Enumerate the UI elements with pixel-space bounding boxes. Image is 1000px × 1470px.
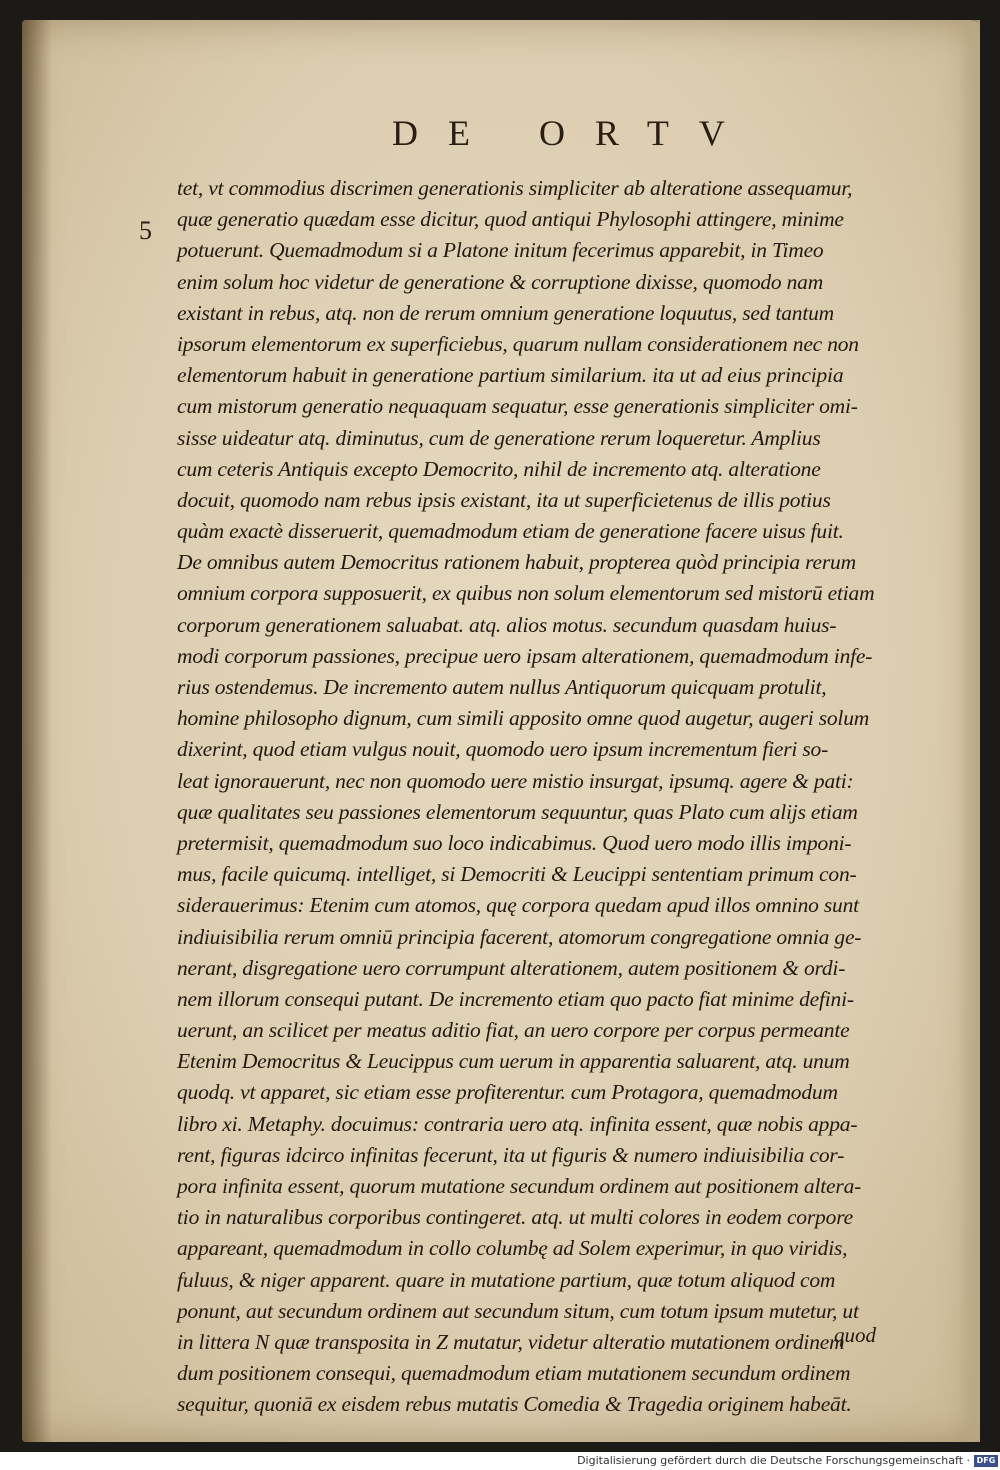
body-text bbox=[177, 173, 937, 1421]
text-line: enim solum hoc videtur de generatione & corruptione dixisse, quomodo nam bbox=[177, 269, 824, 294]
text-line: dum positionem consequi, quemadmodum etiam mutationem secundum ordinem bbox=[177, 1361, 851, 1386]
running-head: DE ORTV bbox=[392, 113, 755, 153]
text-line: nem illorum consequi putant. De incremento etiam quo pacto fiat minime defini- bbox=[177, 986, 854, 1011]
text-line: nerant, disgregatione uero corrumpunt alterationem, autem positionem & ordi- bbox=[177, 955, 846, 980]
text-line: fuluus, & niger apparent. quare in mutatione partium, quæ totum aliquod com bbox=[177, 1267, 836, 1292]
text-line: uerunt, an scilicet per meatus aditio fiat, an uero corpore per corpus permeante bbox=[177, 1018, 850, 1043]
text-line: dixerint, quod etiam vulgus nouit, quomodo uero ipsum incrementum fieri so- bbox=[177, 737, 829, 762]
text-line: sequitur, quoniā ex eisdem rebus mutatis Comedia & Tragedia originem habeāt. bbox=[177, 1392, 852, 1417]
text-line: quæ generatio quædam esse dicitur, quod antiqui Phylosophi attingere, minime bbox=[177, 207, 844, 232]
text-line: quodq. vt apparet, sic etiam esse profiterentur. cum Protagora, quemadmodum bbox=[177, 1080, 838, 1105]
text-line: omnium corpora supposuerit, ex quibus non solum elementorum sed mistorū etiam bbox=[177, 581, 875, 606]
line-number-marker: 5 bbox=[139, 216, 152, 245]
text-line: ipsorum elementorum ex superficiebus, quarum nullam considerationem nec non bbox=[177, 331, 859, 356]
digitization-footer bbox=[0, 1452, 1000, 1470]
text-line: tio in naturalibus corporibus contingeret. atq. ut multi colores in eodem corpore bbox=[177, 1205, 853, 1230]
text-line: tet, vt commodius discrimen generationis simpliciter ab alteratione assequamur, bbox=[177, 176, 853, 200]
text-line: siderauerimus: Etenim cum atomos, quę corpora quedam apud illos omnino sunt bbox=[177, 893, 859, 918]
dfg-logo: DFG bbox=[974, 1455, 998, 1467]
text-line: potuerunt. Quemadmodum si a Platone initum fecerimus apparebit, in Timeo bbox=[177, 238, 824, 263]
page-spine-shadow bbox=[22, 20, 52, 1442]
text-line: cum ceteris Antiquis excepto Democrito, nihil de incremento atq. alteratione bbox=[177, 456, 821, 481]
text-line: modi corporum passiones, precipue uero ipsam alterationem, quemadmodum infe- bbox=[177, 643, 873, 668]
text-line: appareant, quemadmodum in collo columbę ad Solem experimur, in quo viridis, bbox=[177, 1236, 848, 1261]
text-line: in littera N quæ transposita in Z mutatur, videtur alteratio mutationem ordinem bbox=[177, 1329, 845, 1354]
text-line: homine philosopho dignum, cum simili apposito omne quod augetur, augeri solum bbox=[177, 706, 870, 731]
text-line: pretermisit, quemadmodum suo loco indicabimus. Quod uero modo illis imponi- bbox=[177, 830, 852, 855]
text-line: elementorum habuit in generatione partium similarium. ita ut ad eius principia bbox=[177, 363, 844, 388]
text-line: docuit, quomodo nam rebus ipsis existant, ita ut superficietenus de illis potius bbox=[177, 487, 831, 512]
text-line: ponunt, aut secundum ordinem aut secundum situm, cum totum ipsum mutetur, ut bbox=[177, 1298, 859, 1323]
text-line: quàm exactè disseruerit, quemadmodum etiam de generatione facere uisus fuit. bbox=[177, 519, 844, 544]
text-line: pora infinita essent, quorum mutatione secundum ordinem aut positionem altera- bbox=[177, 1174, 862, 1198]
text-line: libro xi. Metaphy. docuimus: contraria uero atq. infinita essent, quæ nobis appa- bbox=[177, 1111, 858, 1136]
funding-credit: Digitalisierung gefördert durch die Deutsche Forschungsgemeinschaft · bbox=[577, 1454, 970, 1467]
text-line: De omnibus autem Democritus rationem habuit, propterea quòd principia rerum bbox=[177, 550, 856, 575]
text-line: existant in rebus, atq. non de rerum omnium generatione loquutus, sed tantum bbox=[177, 300, 835, 325]
text-line: rent, figuras idcirco infinitas fecerunt, ita ut figuris & numero indiuisibilia cor- bbox=[177, 1142, 845, 1167]
text-line: indiuisibilia rerum omniū principia facerent, atomorum congregatione omnia ge- bbox=[177, 924, 862, 949]
text-line: mus, facile quicumq. intelliget, si Democriti & Leucippi sententiam primum con- bbox=[177, 862, 857, 887]
catchword: quod bbox=[834, 1323, 876, 1347]
book-page bbox=[22, 20, 980, 1442]
text-line: leat ignorauerunt, nec non quomodo uere mistio insurgat, ipsumq. agere & pati: bbox=[177, 768, 854, 793]
text-line: rius ostendemus. De incremento autem nullus Antiquorum quicquam protulit, bbox=[177, 675, 827, 699]
text-line: Etenim Democritus & Leucippus cum uerum in apparentia saluarent, atq. unum bbox=[177, 1049, 850, 1074]
text-line: quæ qualitates seu passiones elementorum sequuntur, quas Plato cum alijs etiam bbox=[177, 799, 858, 824]
text-line: sisse uideatur atq. diminutus, cum de generatione rerum loqueretur. Amplius bbox=[177, 425, 821, 450]
page-edge bbox=[958, 20, 980, 1442]
text-line: cum mistorum generatio nequaquam sequatur, esse generationis simpliciter omi- bbox=[177, 394, 858, 419]
text-line: corporum generationem saluabat. atq. alios motus. secundum quasdam huius- bbox=[177, 612, 837, 637]
